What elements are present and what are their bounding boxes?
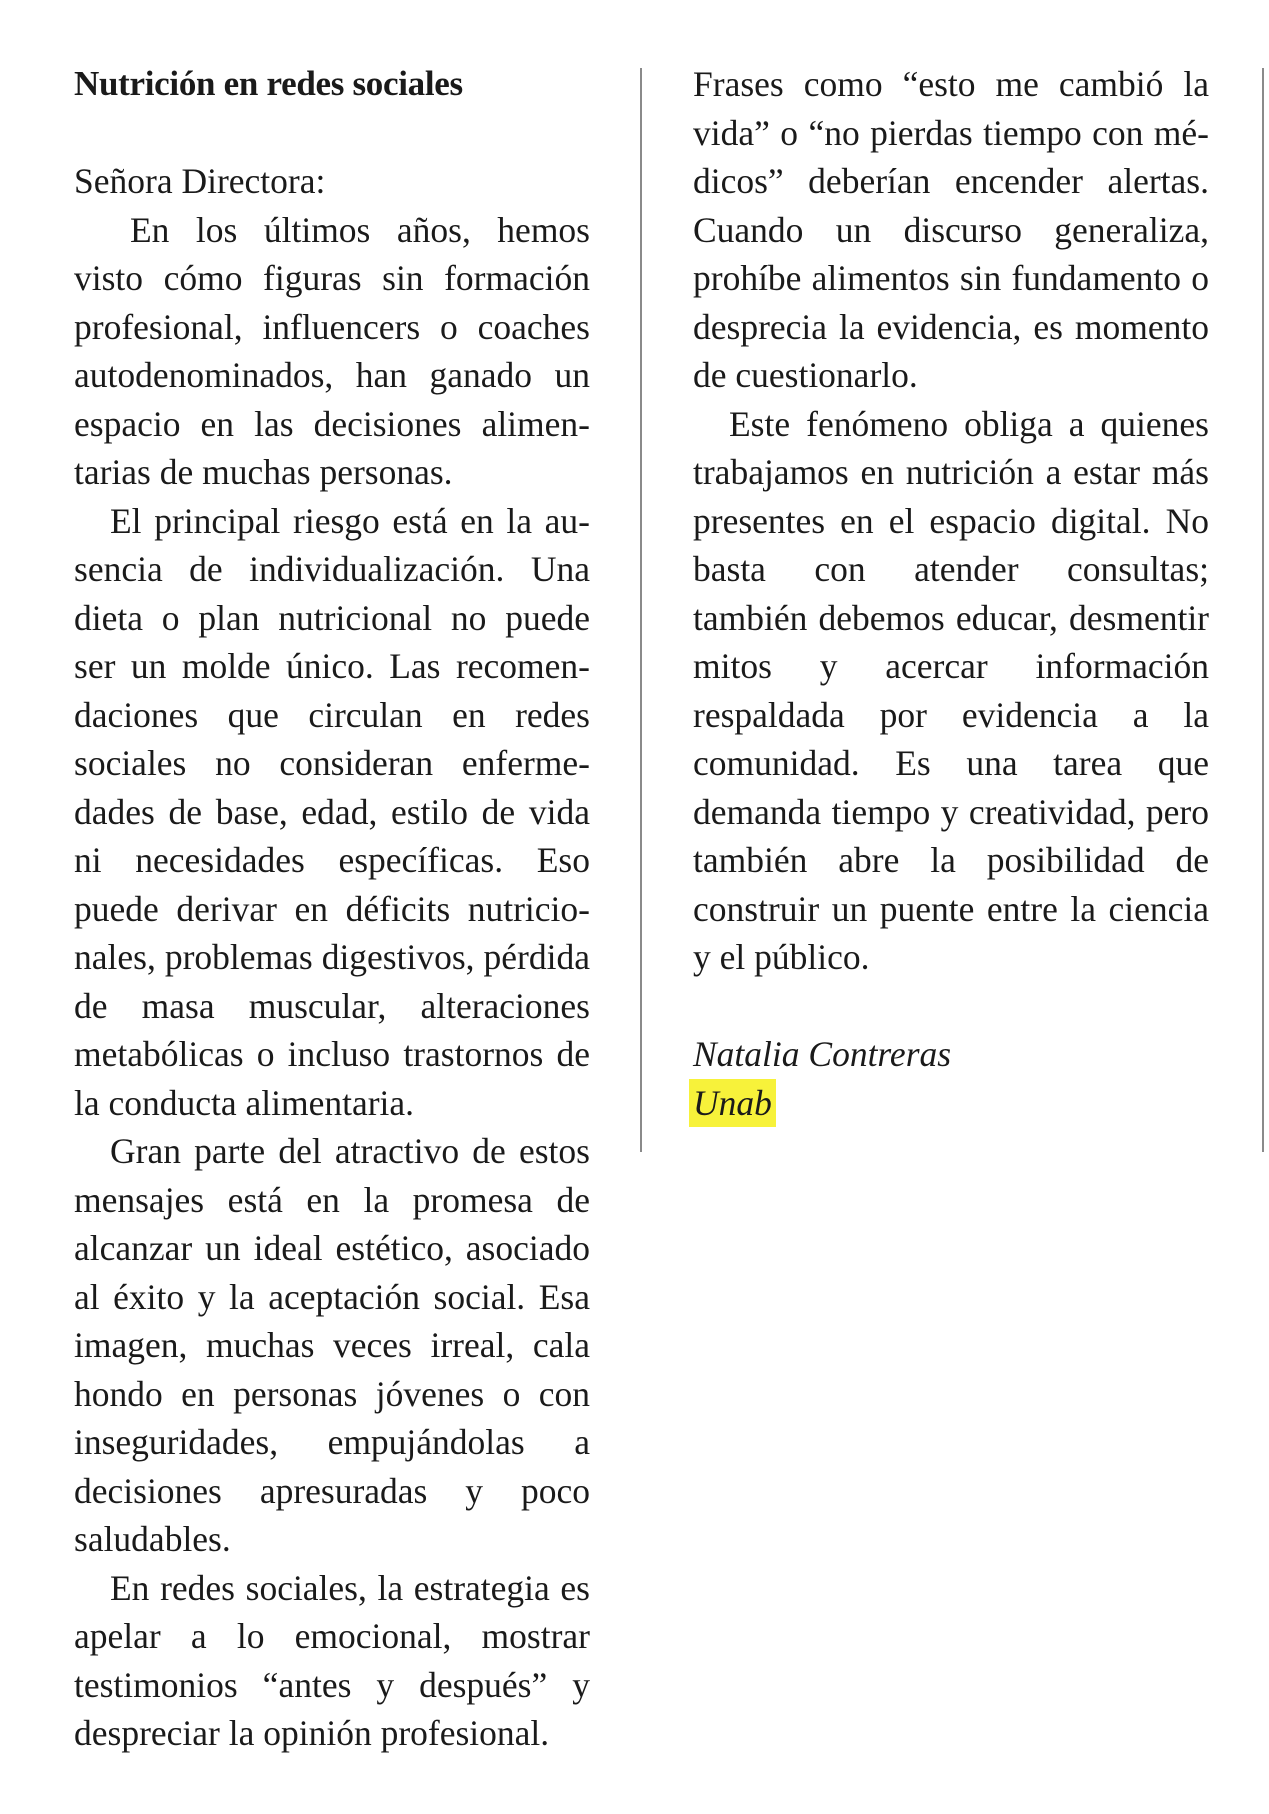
letter-paragraph-4-start: En redes sociales, la estrategia es apelar a lo emocional, mostrar testimonios “antes y después” y despreciar la opinión profesional.	[74, 1567, 590, 1753]
letter-paragraph-3: Gran parte del atractivo de estos mensajes está en la promesa de alcanzar un ideal estético, asociado al éxito y la aceptación social. Esa imagen, muchas veces irreal, cala hondo en personas jóvenes o con inseguridades, empujándolas a decisiones apresuradas y poco saludables.	[74, 1131, 590, 1559]
letter-paragraph-2: El principal riesgo está en la ausencia de individualización. Una dieta o plan nutricional no puede ser un molde único. Las recomendaciones que circulan en redes sociales no consideran enfermedades de base, edad, estilo de vida ni necesidades específicas. Eso puede derivar en déficits nutricionales, problemas digestivos, pérdida de masa muscular, alteraciones metabólicas o incluso trastornos de la conducta alimentaria.	[74, 500, 590, 1123]
letter-paragraph-5: Este fenómeno obliga a quienes trabajamos en nutrición a estar más presentes en el espacio digital. No basta con atender consultas; también debemos educar, desmentir mitos y acercar información respaldada por evidencia a la comunidad. Es una tarea que demanda tiempo y creatividad, pero también abre la posibilidad de construir un puente entre la ciencia y el público.	[693, 403, 1209, 977]
right-column	[693, 60, 1209, 1127]
column-divider	[640, 68, 642, 1152]
letter-paragraph-4-continued: Frases como “esto me cambió la vida” o “no pierdas tiempo con médicos” deberían encender alertas. Cuando un discurso generaliza, prohíbe alimentos sin fundamento o desprecia la evidencia, es momento de cuestionarlo.	[693, 64, 1209, 395]
author-name: Natalia Contreras	[693, 1034, 952, 1074]
left-column	[74, 60, 590, 1758]
right-edge-rule	[1262, 68, 1264, 1152]
salutation: Señora Directora:	[74, 161, 326, 201]
author-institution: Unab	[689, 1079, 776, 1128]
letter-paragraph-1: En los últimos años, hemos visto cómo figuras sin formación profesional, influencers o coaches autodenominados, han ganado un espacio en las decisiones alimentarias de muchas personas.	[74, 209, 590, 492]
signature-block	[693, 1030, 1209, 1127]
letter-headline: Nutrición en redes sociales	[74, 64, 463, 103]
